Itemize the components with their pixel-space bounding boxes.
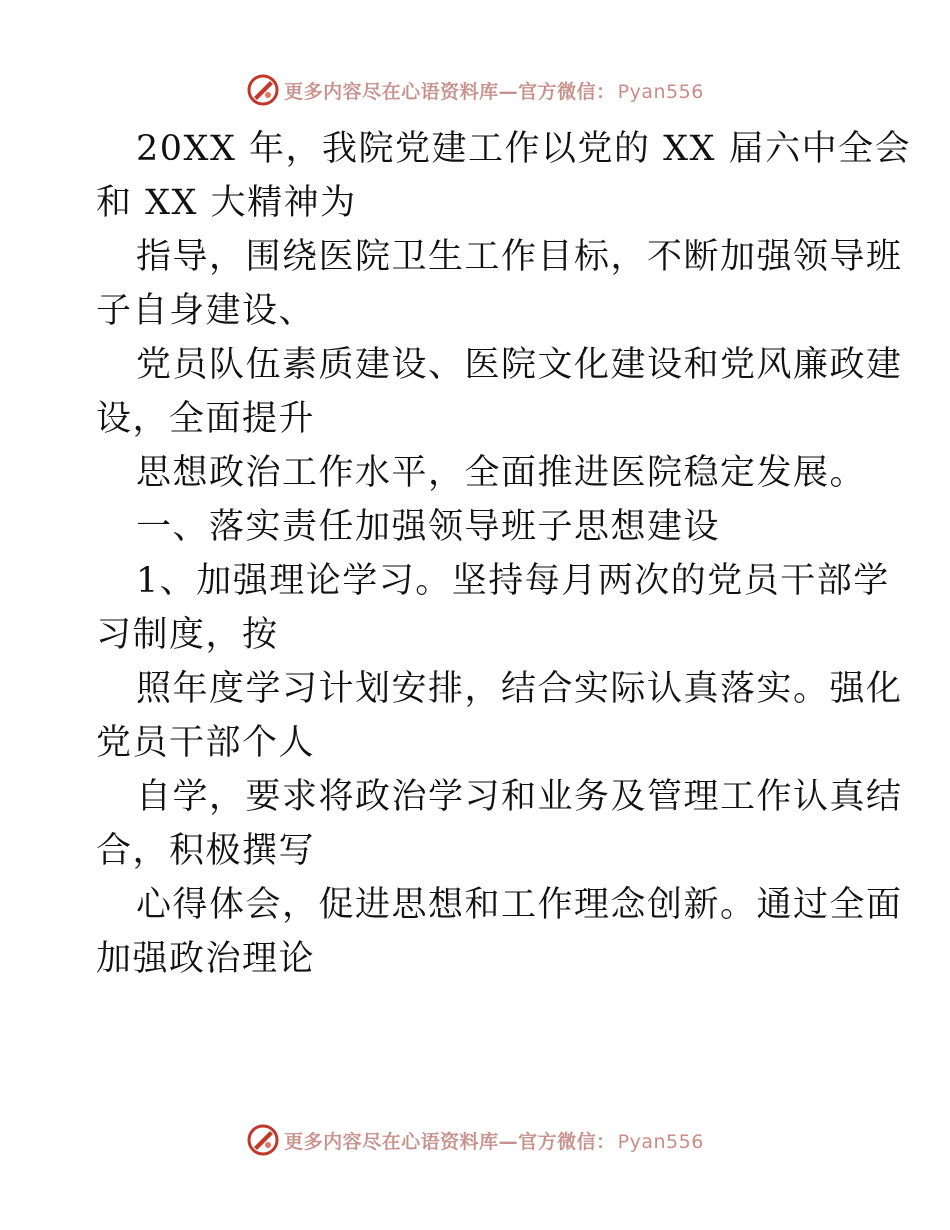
header-watermark [0, 70, 950, 110]
text-line: 和 XX 大精神为 [96, 183, 357, 223]
logo-icon [246, 73, 280, 107]
text-line: 党员队伍素质建设、医院文化建设和党风廉政建 [136, 345, 903, 385]
logo-icon [246, 1123, 280, 1157]
text-line: 子自身建设、 [96, 291, 316, 331]
document-body [96, 122, 912, 986]
text-line: 1、加强理论学习。坚持每月两次的党员干部学 [136, 561, 890, 601]
section-heading: 一、落实责任加强领导班子思想建设 [136, 507, 721, 547]
text-line: 党员干部个人 [96, 723, 316, 763]
text-line: 20XX 年，我院党建工作以党的 XX 届六中全会 [136, 129, 912, 169]
watermark-text: 更多内容尽在心语资料库—官方微信： Pyan556 [284, 80, 704, 103]
text-line: 思想政治工作水平，全面推进医院稳定发展。 [136, 453, 867, 493]
text-line: 自学，要求将政治学习和业务及管理工作认真结 [136, 777, 903, 817]
footer-watermark [0, 1120, 950, 1160]
text-line: 合，积极撰写 [96, 831, 316, 871]
text-line: 指导，围绕医院卫生工作目标，不断加强领导班 [136, 237, 903, 277]
text-line: 心得体会，促进思想和工作理念创新。通过全面 [136, 885, 903, 925]
watermark-text: 更多内容尽在心语资料库—官方微信： Pyan556 [284, 1130, 704, 1153]
text-line: 设，全面提升 [96, 399, 316, 439]
text-line: 习制度，按 [96, 615, 279, 655]
text-line: 加强政治理论 [96, 939, 316, 979]
text-line: 照年度学习计划安排，结合实际认真落实。强化 [136, 669, 903, 709]
